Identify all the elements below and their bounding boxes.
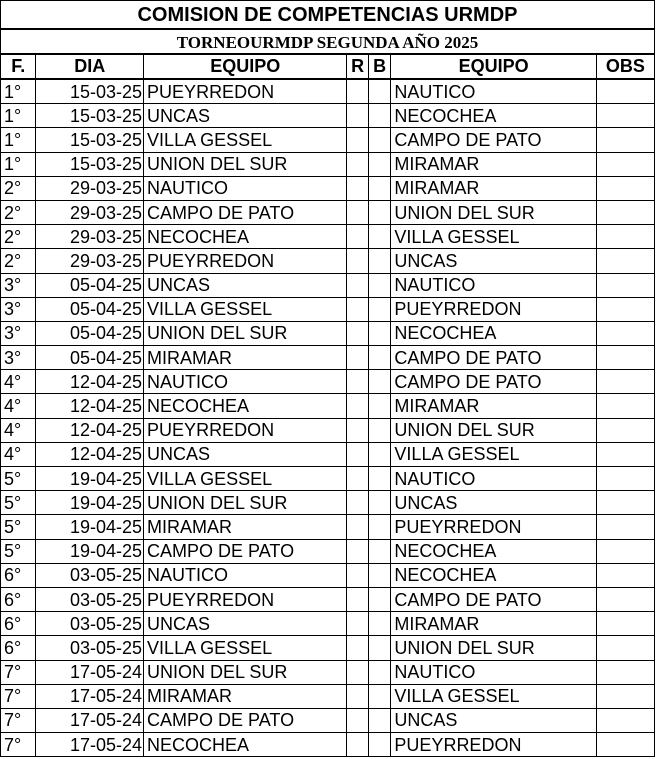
cell-r — [347, 273, 369, 297]
table-row — [1, 128, 655, 152]
cell-dia: 12-04-25 — [36, 394, 144, 418]
cell-obs — [596, 733, 654, 757]
table-row — [1, 176, 655, 200]
col-header-equipo-local: EQUIPO — [144, 54, 347, 79]
col-header-obs: OBS — [596, 54, 654, 79]
cell-fecha: 2° — [1, 176, 36, 200]
col-header-equipo-visitante: EQUIPO — [391, 54, 596, 79]
cell-fecha: 6° — [1, 636, 36, 660]
cell-equipo-visitante: UNCAS — [391, 249, 596, 273]
cell-dia: 15-03-25 — [36, 152, 144, 176]
cell-dia: 19-04-25 — [36, 515, 144, 539]
cell-obs — [596, 79, 654, 104]
cell-equipo-visitante: MIRAMAR — [391, 176, 596, 200]
cell-equipo-visitante: VILLA GESSEL — [391, 225, 596, 249]
cell-r — [347, 176, 369, 200]
cell-b — [368, 225, 391, 249]
cell-fecha: 2° — [1, 225, 36, 249]
cell-dia: 12-04-25 — [36, 370, 144, 394]
cell-equipo-local: MIRAMAR — [144, 684, 347, 708]
cell-dia: 17-05-24 — [36, 684, 144, 708]
cell-equipo-visitante: NECOCHEA — [391, 321, 596, 345]
cell-fecha: 1° — [1, 152, 36, 176]
cell-equipo-local: VILLA GESSEL — [144, 128, 347, 152]
cell-dia: 12-04-25 — [36, 442, 144, 466]
table-row — [1, 418, 655, 442]
cell-equipo-visitante: UNCAS — [391, 491, 596, 515]
cell-equipo-visitante: NAUTICO — [391, 273, 596, 297]
cell-b — [368, 708, 391, 732]
cell-equipo-visitante: CAMPO DE PATO — [391, 128, 596, 152]
cell-obs — [596, 442, 654, 466]
cell-r — [347, 563, 369, 587]
cell-equipo-local: PUEYRREDON — [144, 79, 347, 104]
cell-r — [347, 491, 369, 515]
cell-dia: 17-05-24 — [36, 733, 144, 757]
cell-b — [368, 321, 391, 345]
cell-equipo-local: MIRAMAR — [144, 346, 347, 370]
cell-dia: 29-03-25 — [36, 249, 144, 273]
cell-r — [347, 297, 369, 321]
cell-equipo-local: UNCAS — [144, 104, 347, 128]
table-row — [1, 249, 655, 273]
table-row — [1, 612, 655, 636]
table-row — [1, 297, 655, 321]
cell-equipo-visitante: CAMPO DE PATO — [391, 370, 596, 394]
cell-r — [347, 612, 369, 636]
cell-equipo-visitante: NECOCHEA — [391, 104, 596, 128]
cell-equipo-local: NECOCHEA — [144, 733, 347, 757]
cell-equipo-local: VILLA GESSEL — [144, 297, 347, 321]
table-row — [1, 370, 655, 394]
cell-b — [368, 587, 391, 611]
fixture-table — [0, 53, 655, 757]
cell-b — [368, 128, 391, 152]
cell-fecha: 4° — [1, 418, 36, 442]
cell-equipo-local: NECOCHEA — [144, 225, 347, 249]
cell-obs — [596, 708, 654, 732]
cell-obs — [596, 467, 654, 491]
cell-dia: 03-05-25 — [36, 636, 144, 660]
cell-b — [368, 563, 391, 587]
cell-equipo-visitante: NECOCHEA — [391, 563, 596, 587]
cell-b — [368, 467, 391, 491]
cell-equipo-local: UNION DEL SUR — [144, 321, 347, 345]
cell-b — [368, 346, 391, 370]
cell-r — [347, 321, 369, 345]
cell-b — [368, 104, 391, 128]
cell-equipo-local: NAUTICO — [144, 176, 347, 200]
cell-obs — [596, 297, 654, 321]
col-header-dia: DIA — [36, 54, 144, 79]
cell-fecha: 6° — [1, 563, 36, 587]
cell-equipo-visitante: VILLA GESSEL — [391, 442, 596, 466]
table-row — [1, 225, 655, 249]
cell-b — [368, 79, 391, 104]
cell-equipo-local: UNCAS — [144, 442, 347, 466]
cell-dia: 17-05-24 — [36, 660, 144, 684]
cell-equipo-visitante: UNION DEL SUR — [391, 636, 596, 660]
cell-equipo-visitante: MIRAMAR — [391, 152, 596, 176]
cell-fecha: 2° — [1, 200, 36, 224]
cell-obs — [596, 249, 654, 273]
cell-equipo-local: PUEYRREDON — [144, 587, 347, 611]
cell-dia: 05-04-25 — [36, 346, 144, 370]
cell-b — [368, 539, 391, 563]
cell-r — [347, 660, 369, 684]
cell-equipo-visitante: UNION DEL SUR — [391, 418, 596, 442]
table-row — [1, 684, 655, 708]
cell-b — [368, 636, 391, 660]
cell-obs — [596, 346, 654, 370]
cell-dia: 19-04-25 — [36, 491, 144, 515]
cell-dia: 03-05-25 — [36, 563, 144, 587]
cell-fecha: 1° — [1, 79, 36, 104]
table-row — [1, 539, 655, 563]
cell-obs — [596, 370, 654, 394]
cell-r — [347, 200, 369, 224]
table-row — [1, 660, 655, 684]
cell-equipo-visitante: NAUTICO — [391, 660, 596, 684]
table-row — [1, 200, 655, 224]
page-title: COMISION DE COMPETENCIAS URMDP — [0, 0, 655, 28]
cell-dia: 15-03-25 — [36, 79, 144, 104]
cell-fecha: 5° — [1, 539, 36, 563]
cell-obs — [596, 563, 654, 587]
cell-dia: 05-04-25 — [36, 321, 144, 345]
cell-equipo-local: CAMPO DE PATO — [144, 200, 347, 224]
cell-equipo-local: PUEYRREDON — [144, 249, 347, 273]
cell-r — [347, 152, 369, 176]
cell-equipo-visitante: MIRAMAR — [391, 394, 596, 418]
cell-equipo-local: UNCAS — [144, 273, 347, 297]
cell-fecha: 5° — [1, 467, 36, 491]
cell-fecha: 1° — [1, 104, 36, 128]
cell-r — [347, 128, 369, 152]
col-header-fecha: F. — [1, 54, 36, 79]
cell-obs — [596, 612, 654, 636]
cell-b — [368, 660, 391, 684]
cell-obs — [596, 539, 654, 563]
cell-fecha: 3° — [1, 297, 36, 321]
cell-fecha: 4° — [1, 394, 36, 418]
cell-dia: 29-03-25 — [36, 200, 144, 224]
table-header — [1, 54, 655, 79]
table-row — [1, 733, 655, 757]
cell-r — [347, 418, 369, 442]
cell-equipo-local: VILLA GESSEL — [144, 467, 347, 491]
cell-r — [347, 394, 369, 418]
cell-equipo-visitante: CAMPO DE PATO — [391, 587, 596, 611]
table-row — [1, 587, 655, 611]
cell-equipo-local: CAMPO DE PATO — [144, 539, 347, 563]
cell-equipo-visitante: MIRAMAR — [391, 612, 596, 636]
cell-equipo-visitante: PUEYRREDON — [391, 733, 596, 757]
cell-obs — [596, 636, 654, 660]
cell-obs — [596, 176, 654, 200]
cell-b — [368, 733, 391, 757]
cell-r — [347, 636, 369, 660]
cell-equipo-local: PUEYRREDON — [144, 418, 347, 442]
cell-obs — [596, 491, 654, 515]
cell-obs — [596, 225, 654, 249]
cell-r — [347, 249, 369, 273]
cell-fecha: 7° — [1, 660, 36, 684]
cell-fecha: 7° — [1, 708, 36, 732]
cell-b — [368, 418, 391, 442]
cell-equipo-local: VILLA GESSEL — [144, 636, 347, 660]
cell-b — [368, 200, 391, 224]
cell-obs — [596, 660, 654, 684]
table-row — [1, 636, 655, 660]
cell-equipo-visitante: NAUTICO — [391, 79, 596, 104]
cell-obs — [596, 515, 654, 539]
cell-fecha: 3° — [1, 321, 36, 345]
cell-r — [347, 733, 369, 757]
cell-obs — [596, 684, 654, 708]
cell-fecha: 4° — [1, 442, 36, 466]
cell-dia: 05-04-25 — [36, 273, 144, 297]
cell-r — [347, 104, 369, 128]
cell-fecha: 5° — [1, 491, 36, 515]
cell-dia: 03-05-25 — [36, 587, 144, 611]
cell-equipo-local: CAMPO DE PATO — [144, 708, 347, 732]
cell-fecha: 7° — [1, 733, 36, 757]
cell-b — [368, 491, 391, 515]
cell-equipo-local: UNION DEL SUR — [144, 491, 347, 515]
cell-dia: 19-04-25 — [36, 539, 144, 563]
cell-obs — [596, 273, 654, 297]
cell-equipo-visitante: UNION DEL SUR — [391, 200, 596, 224]
table-row — [1, 467, 655, 491]
cell-b — [368, 515, 391, 539]
tournament-subtitle: TORNEOURMDP SEGUNDA AÑO 2025 — [0, 28, 655, 53]
cell-fecha: 7° — [1, 684, 36, 708]
cell-equipo-local: UNION DEL SUR — [144, 660, 347, 684]
cell-dia: 29-03-25 — [36, 176, 144, 200]
cell-equipo-visitante: NAUTICO — [391, 467, 596, 491]
cell-fecha: 4° — [1, 370, 36, 394]
cell-dia: 03-05-25 — [36, 612, 144, 636]
cell-r — [347, 708, 369, 732]
cell-dia: 12-04-25 — [36, 418, 144, 442]
cell-obs — [596, 587, 654, 611]
cell-equipo-local: UNCAS — [144, 612, 347, 636]
cell-r — [347, 442, 369, 466]
cell-dia: 19-04-25 — [36, 467, 144, 491]
cell-fecha: 3° — [1, 273, 36, 297]
cell-obs — [596, 128, 654, 152]
cell-r — [347, 515, 369, 539]
cell-r — [347, 346, 369, 370]
cell-equipo-local: UNION DEL SUR — [144, 152, 347, 176]
col-header-r: R — [347, 54, 369, 79]
table-body — [1, 79, 655, 757]
table-row — [1, 515, 655, 539]
cell-r — [347, 225, 369, 249]
col-header-b: B — [368, 54, 391, 79]
cell-b — [368, 394, 391, 418]
cell-obs — [596, 394, 654, 418]
cell-equipo-local: NAUTICO — [144, 563, 347, 587]
cell-r — [347, 587, 369, 611]
cell-equipo-visitante: CAMPO DE PATO — [391, 346, 596, 370]
cell-b — [368, 684, 391, 708]
cell-obs — [596, 152, 654, 176]
table-row — [1, 394, 655, 418]
cell-fecha: 2° — [1, 249, 36, 273]
cell-dia: 29-03-25 — [36, 225, 144, 249]
table-row — [1, 708, 655, 732]
table-row — [1, 273, 655, 297]
cell-fecha: 3° — [1, 346, 36, 370]
cell-equipo-visitante: NECOCHEA — [391, 539, 596, 563]
cell-b — [368, 370, 391, 394]
cell-b — [368, 249, 391, 273]
cell-equipo-local: NAUTICO — [144, 370, 347, 394]
cell-fecha: 6° — [1, 587, 36, 611]
table-row — [1, 79, 655, 104]
header-row — [1, 54, 655, 79]
cell-equipo-visitante: PUEYRREDON — [391, 297, 596, 321]
cell-dia: 05-04-25 — [36, 297, 144, 321]
cell-fecha: 5° — [1, 515, 36, 539]
table-row — [1, 321, 655, 345]
cell-equipo-visitante: VILLA GESSEL — [391, 684, 596, 708]
cell-equipo-visitante: UNCAS — [391, 708, 596, 732]
cell-obs — [596, 418, 654, 442]
table-row — [1, 346, 655, 370]
cell-fecha: 6° — [1, 612, 36, 636]
cell-r — [347, 370, 369, 394]
cell-b — [368, 612, 391, 636]
cell-fecha: 1° — [1, 128, 36, 152]
cell-r — [347, 79, 369, 104]
cell-dia: 15-03-25 — [36, 128, 144, 152]
table-row — [1, 491, 655, 515]
cell-dia: 17-05-24 — [36, 708, 144, 732]
cell-b — [368, 297, 391, 321]
cell-obs — [596, 200, 654, 224]
cell-r — [347, 539, 369, 563]
cell-obs — [596, 321, 654, 345]
cell-b — [368, 273, 391, 297]
cell-r — [347, 684, 369, 708]
cell-r — [347, 467, 369, 491]
cell-b — [368, 176, 391, 200]
table-row — [1, 104, 655, 128]
cell-b — [368, 442, 391, 466]
cell-dia: 15-03-25 — [36, 104, 144, 128]
table-row — [1, 152, 655, 176]
cell-obs — [596, 104, 654, 128]
cell-equipo-local: NECOCHEA — [144, 394, 347, 418]
cell-b — [368, 152, 391, 176]
table-row — [1, 442, 655, 466]
cell-equipo-local: MIRAMAR — [144, 515, 347, 539]
cell-equipo-visitante: PUEYRREDON — [391, 515, 596, 539]
table-row — [1, 563, 655, 587]
